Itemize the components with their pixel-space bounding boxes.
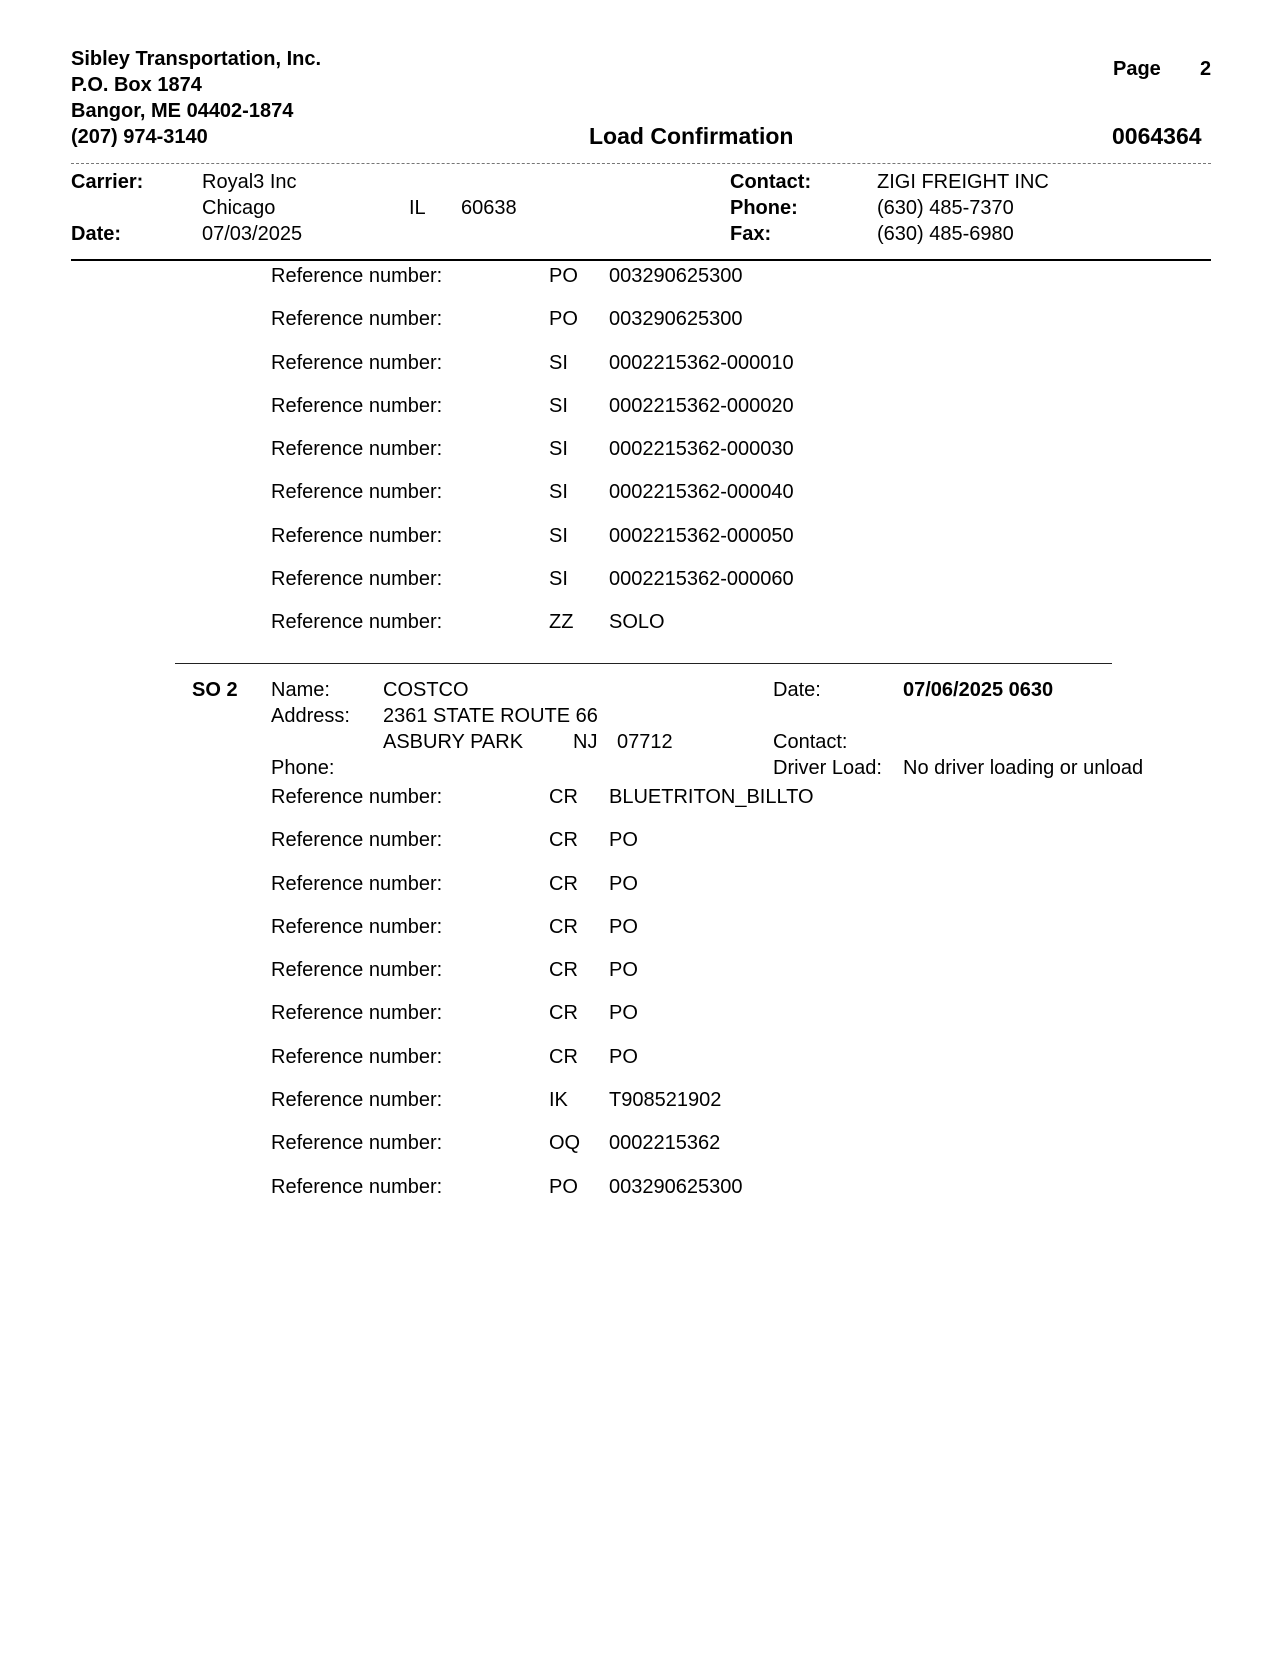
reference-row	[0, 1175, 1283, 1218]
stop-references	[0, 785, 1283, 1218]
phone-label: Phone:	[730, 197, 798, 219]
reference-code: CR	[549, 829, 578, 852]
reference-label: Reference number:	[271, 1089, 443, 1112]
reference-row	[0, 524, 1283, 567]
fax-value: (630) 485-6980	[877, 223, 1014, 245]
company-city-line: Bangor, ME 04402-1874	[71, 100, 294, 122]
reference-row	[0, 610, 1283, 653]
company-name: Sibley Transportation, Inc.	[71, 48, 322, 70]
reference-value: 0002215362-000040	[609, 481, 794, 504]
reference-row	[0, 264, 1283, 307]
stop-address-line1: 2361 STATE ROUTE 66	[383, 705, 598, 727]
stop-date: 07/06/2025 0630	[903, 679, 1054, 701]
reference-label: Reference number:	[271, 872, 443, 895]
reference-value: SOLO	[609, 611, 665, 634]
stop-id: SO 2	[192, 679, 238, 701]
reference-code: CR	[549, 872, 578, 895]
stop-name: COSTCO	[383, 679, 469, 701]
reference-value: T908521902	[609, 1089, 722, 1112]
reference-code: SI	[549, 568, 568, 591]
reference-label: Reference number:	[271, 611, 443, 634]
contact-label: Contact:	[730, 171, 812, 193]
reference-row	[0, 1001, 1283, 1044]
carrier-state: IL	[409, 197, 426, 219]
reference-label: Reference number:	[271, 1175, 443, 1198]
reference-value: 003290625300	[609, 1175, 743, 1198]
carrier-divider	[71, 259, 1211, 261]
page-number: 2	[1200, 58, 1212, 80]
reference-label: Reference number:	[271, 915, 443, 938]
reference-row	[0, 307, 1283, 350]
reference-code: SI	[549, 481, 568, 504]
reference-label: Reference number:	[271, 524, 443, 547]
stop-address-label: Address:	[271, 705, 350, 727]
reference-value: 0002215362-000030	[609, 438, 794, 461]
driver-load-label: Driver Load:	[773, 757, 882, 779]
reference-label: Reference number:	[271, 959, 443, 982]
stop-date-label: Date:	[773, 679, 821, 701]
reference-label: Reference number:	[271, 1045, 443, 1068]
reference-label: Reference number:	[271, 1132, 443, 1155]
stop-divider	[175, 663, 1112, 664]
company-phone: (207) 974-3140	[71, 126, 208, 148]
reference-label: Reference number:	[271, 308, 443, 331]
reference-code: CR	[549, 1002, 578, 1025]
document-title: Load Confirmation	[589, 123, 794, 149]
reference-label: Reference number:	[271, 829, 443, 852]
reference-code: PO	[549, 308, 578, 331]
reference-row	[0, 785, 1283, 828]
reference-row	[0, 872, 1283, 915]
stop-zip: 07712	[617, 731, 673, 753]
reference-code: PO	[549, 1175, 578, 1198]
reference-label: Reference number:	[271, 265, 443, 287]
reference-code: IK	[549, 1089, 568, 1112]
reference-code: SI	[549, 351, 568, 374]
reference-value: 003290625300	[609, 308, 743, 331]
fax-label: Fax:	[730, 223, 772, 245]
stop-contact-label: Contact:	[773, 731, 848, 753]
reference-value: PO	[609, 959, 638, 982]
reference-row	[0, 915, 1283, 958]
reference-row	[0, 437, 1283, 480]
carrier-name: Royal3 Inc	[202, 171, 297, 193]
reference-label: Reference number:	[271, 351, 443, 374]
carrier-label: Carrier:	[71, 171, 144, 193]
page-label: Page	[1113, 58, 1161, 80]
reference-row	[0, 828, 1283, 871]
reference-code: OQ	[549, 1132, 581, 1155]
reference-code: CR	[549, 786, 578, 808]
reference-label: Reference number:	[271, 568, 443, 591]
reference-row	[0, 958, 1283, 1001]
reference-row	[0, 351, 1283, 394]
driver-load-value: No driver loading or unload	[903, 757, 1144, 779]
reference-value: 0002215362-000020	[609, 394, 794, 417]
reference-value: PO	[609, 872, 638, 895]
reference-row	[0, 394, 1283, 437]
carrier-zip: 60638	[461, 197, 517, 219]
reference-label: Reference number:	[271, 481, 443, 504]
reference-value: 003290625300	[609, 265, 743, 287]
carrier-date: 07/03/2025	[202, 223, 303, 245]
reference-label: Reference number:	[271, 394, 443, 417]
reference-code: PO	[549, 265, 578, 287]
carrier-date-label: Date:	[71, 223, 122, 245]
reference-label: Reference number:	[271, 438, 443, 461]
reference-value: 0002215362	[609, 1132, 721, 1155]
reference-code: CR	[549, 1045, 578, 1068]
reference-value: 0002215362-000050	[609, 524, 794, 547]
stop-state: NJ	[573, 731, 598, 753]
reference-value: PO	[609, 1002, 638, 1025]
stop-city: ASBURY PARK	[383, 731, 524, 753]
reference-value: PO	[609, 915, 638, 938]
phone-value: (630) 485-7370	[877, 197, 1014, 219]
reference-label: Reference number:	[271, 1002, 443, 1025]
stop-name-label: Name:	[271, 679, 330, 701]
reference-row	[0, 567, 1283, 610]
header-divider	[71, 163, 1211, 164]
carrier-city: Chicago	[202, 197, 276, 219]
reference-row	[0, 1131, 1283, 1174]
reference-value: 0002215362-000060	[609, 568, 794, 591]
reference-code: SI	[549, 438, 568, 461]
stop-phone-label: Phone:	[271, 757, 335, 779]
reference-code: CR	[549, 915, 578, 938]
reference-value: PO	[609, 1045, 638, 1068]
reference-value: PO	[609, 829, 638, 852]
reference-value: BLUETRITON_BILLTO	[609, 786, 814, 808]
reference-row	[0, 1088, 1283, 1131]
reference-label: Reference number:	[271, 786, 443, 808]
document-number: 0064364	[1112, 123, 1202, 149]
reference-row	[0, 480, 1283, 523]
previous-stop-references	[0, 264, 1283, 654]
contact-value: ZIGI FREIGHT INC	[877, 171, 1049, 193]
company-po-box: P.O. Box 1874	[71, 74, 202, 96]
reference-code: CR	[549, 959, 578, 982]
reference-row	[0, 1045, 1283, 1088]
reference-value: 0002215362-000010	[609, 351, 794, 374]
reference-code: SI	[549, 394, 568, 417]
reference-code: SI	[549, 524, 568, 547]
reference-code: ZZ	[549, 611, 574, 634]
